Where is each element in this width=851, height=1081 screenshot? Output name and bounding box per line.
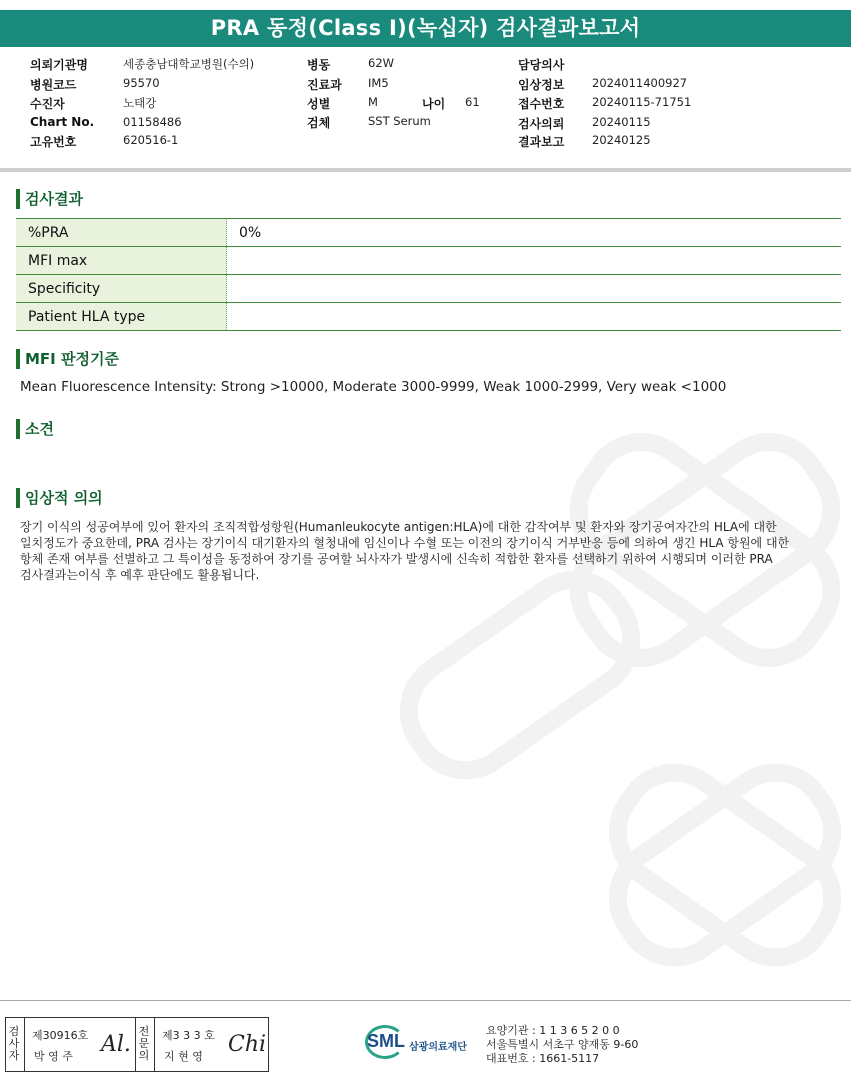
row-label: %PRA bbox=[16, 219, 227, 246]
table-row bbox=[16, 219, 841, 247]
info-value: 20240115 bbox=[592, 115, 651, 129]
info-label: 임상정보 bbox=[518, 78, 565, 92]
info-label: 결과보고 bbox=[518, 135, 565, 149]
clinical-text bbox=[20, 519, 820, 583]
info-label: 나이 bbox=[422, 97, 446, 111]
row-value bbox=[227, 303, 841, 330]
info-value: 20240115-71751 bbox=[592, 95, 692, 109]
report-title: PRA 동정(Class I)(녹십자) 검사결과보고서 bbox=[0, 10, 851, 47]
divider bbox=[0, 168, 851, 172]
divider bbox=[154, 1018, 155, 1071]
divider bbox=[24, 1018, 25, 1071]
row-value: 0% bbox=[239, 225, 262, 241]
clinical-line: 장기 이식의 성공여부에 있어 환자의 조직적합성항원(Humanleukocyte antigen:HLA)에 대한 감작여부 및 환자와 장기공여자간의 HLA에 대한 bbox=[20, 520, 777, 534]
row-label: Patient HLA type bbox=[16, 303, 227, 330]
info-value: 세종충남대학교병원(수의) bbox=[123, 57, 255, 71]
info-value: SST Serum bbox=[368, 114, 431, 128]
section-title-mfi: MFI 판정기준 bbox=[16, 348, 119, 370]
sml-logo bbox=[365, 1025, 475, 1059]
specialist-number: 제3 3 3 호 bbox=[162, 1029, 215, 1042]
info-value: 95570 bbox=[123, 76, 160, 90]
examiner-name: 박 영 주 bbox=[34, 1050, 73, 1063]
info-label: 수진자 bbox=[30, 97, 65, 111]
table-row bbox=[16, 303, 841, 331]
row-value bbox=[227, 247, 841, 274]
info-label: 병원코드 bbox=[30, 78, 77, 92]
table-row bbox=[16, 247, 841, 275]
info-label: 성별 bbox=[307, 97, 331, 111]
signature-box bbox=[5, 1017, 269, 1072]
info-label: 진료과 bbox=[307, 78, 342, 92]
info-value: 2024011400927 bbox=[592, 76, 688, 90]
info-value: 20240125 bbox=[592, 133, 651, 147]
info-value: 01158486 bbox=[123, 115, 182, 129]
divider bbox=[135, 1018, 136, 1071]
info-label: 병동 bbox=[307, 58, 331, 72]
info-label: 검체 bbox=[307, 116, 331, 130]
info-label: Chart No. bbox=[30, 115, 95, 129]
info-value: 노태강 bbox=[123, 96, 157, 110]
info-value: 620516-1 bbox=[123, 133, 179, 147]
results-table bbox=[16, 218, 841, 331]
section-title-results: 검사결과 bbox=[16, 188, 83, 210]
clinical-line: 검사결과는이식 후 예후 판단에도 활용됩니다. bbox=[20, 568, 260, 582]
info-value: 62W bbox=[368, 56, 395, 70]
address-line: 대표번호 : 1661-5117 bbox=[486, 1052, 600, 1065]
row-label: MFI max bbox=[16, 247, 227, 274]
examiner-signature: Al. bbox=[101, 1032, 131, 1057]
specialist-signature: Chi bbox=[228, 1032, 267, 1057]
clinical-line: 일치정도가 중요한데, PRA 검사는 장기이식 대기환자의 혈청내에 임신이나 수혈 또는 이전의 장기이식 거부반응 등에 의하여 생긴 HLA 항원에 대한 bbox=[20, 536, 790, 550]
info-value: IM5 bbox=[368, 76, 389, 90]
specialist-label: 전 문 의 bbox=[138, 1025, 150, 1062]
patient-info bbox=[0, 52, 851, 167]
clinical-line: 항체 존재 여부를 선별하고 그 특이성을 동정하여 장기를 공여할 뇌사자가 발생시에 신속히 적합한 환자를 선택하기 위하여 시행되며 이러한 PRA bbox=[20, 552, 773, 566]
info-value: M bbox=[368, 95, 378, 109]
examiner-number: 제30916호 bbox=[32, 1029, 89, 1042]
row-value bbox=[227, 275, 841, 302]
info-label: 고유번호 bbox=[30, 135, 77, 149]
info-label: 의뢰기관명 bbox=[30, 58, 88, 72]
section-title-opinion: 소견 bbox=[16, 418, 54, 440]
examiner-label: 검 사 자 bbox=[8, 1025, 20, 1062]
row-label: Specificity bbox=[16, 275, 227, 302]
section-title-clinical: 임상적 의의 bbox=[16, 487, 103, 509]
logo-text: SML bbox=[367, 1031, 405, 1051]
address-line: 요양기관 : 1 1 3 6 5 2 0 0 bbox=[486, 1024, 620, 1037]
org-name: 삼광의료재단 bbox=[409, 1042, 467, 1053]
table-row bbox=[16, 275, 841, 303]
footer-divider bbox=[0, 1000, 851, 1001]
mfi-criteria: Mean Fluorescence Intensity: Strong >10000, Moderate 3000-9999, Weak 1000-2999, Very weak <1000 bbox=[20, 379, 727, 395]
specialist-name: 지 현 영 bbox=[164, 1050, 203, 1063]
info-label: 접수번호 bbox=[518, 97, 565, 111]
address-line: 서울특별시 서초구 양재동 9-60 bbox=[486, 1038, 639, 1051]
org-address bbox=[486, 1024, 638, 1066]
info-value: 61 bbox=[465, 95, 480, 109]
info-label: 담당의사 bbox=[518, 58, 565, 72]
info-label: 검사의뢰 bbox=[518, 117, 565, 131]
